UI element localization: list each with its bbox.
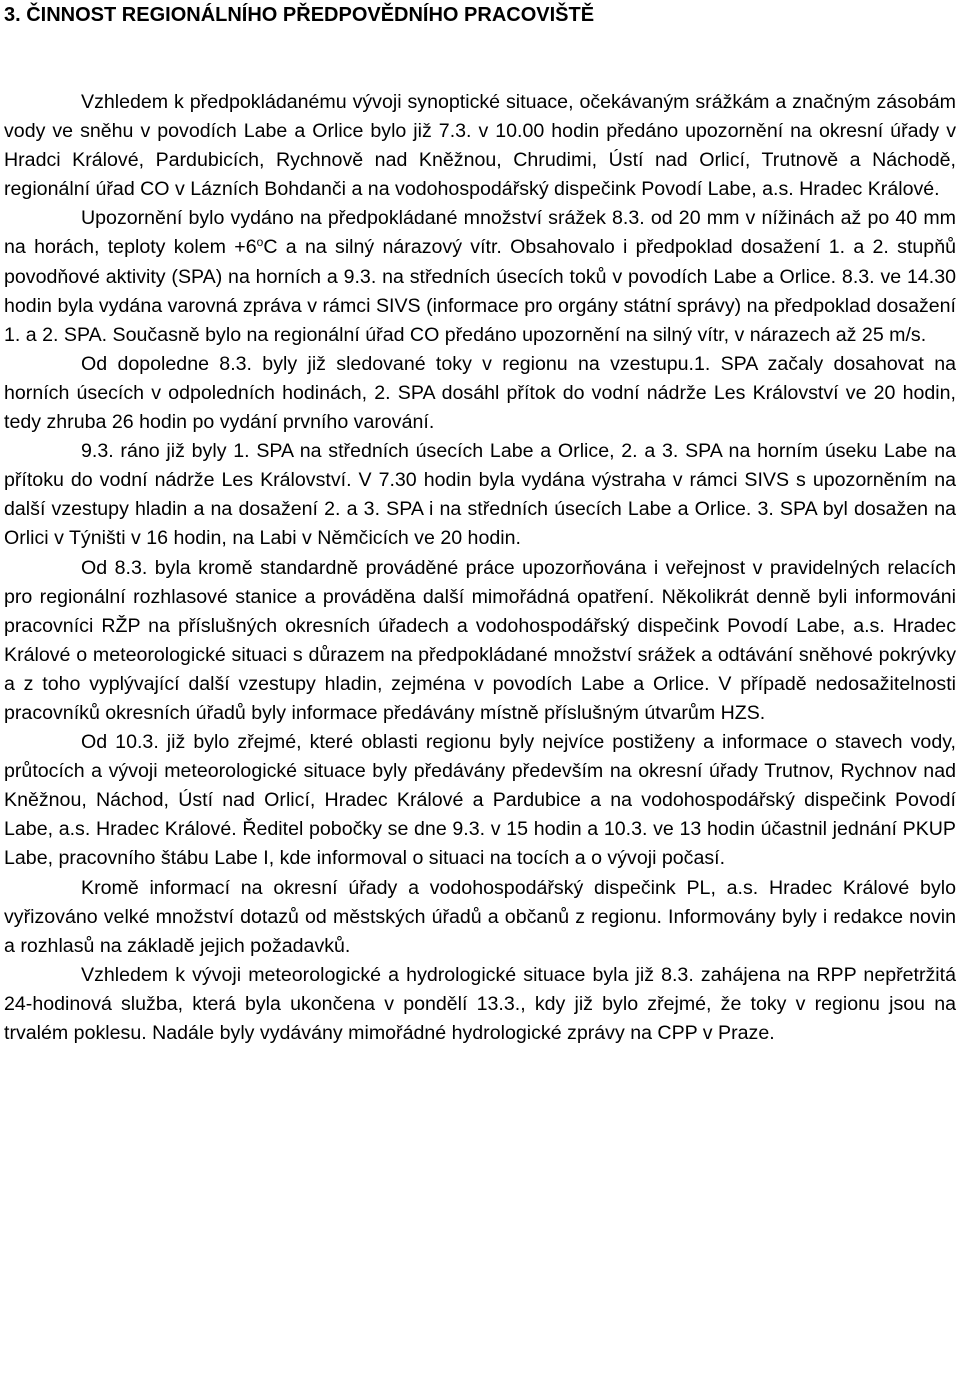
degree-superscript: o — [256, 235, 264, 250]
paragraph-warning-content — [4, 204, 956, 349]
paragraph-continuous-service: Vzhledem k vývoji meteorologické a hydrologické situace byla již 8.3. zahájena na RPP nepřetržitá 24-hodinová služba, která byla ukončena v pondělí 13.3., kdy již bylo zřejmé, že toky v regionu jsou na trvalém poklesu. Nadále byly vydávány mimořádné hydrologické zprávy na CPP v Praze. — [4, 963, 956, 1044]
paragraph-rising-rivers: Od dopoledne 8.3. byly již sledované toky v regionu na vzestupu.1. SPA začaly dosahovat na horních úsecích v odpoledních hodinách, 2. SPA dosáhl přítok do vodní nádrže Les Království ve 20 hodin, tedy zhruba 26 hodin po vydání prvního varování. — [4, 352, 956, 434]
section-heading: 3. ČINNOST REGIONÁLNÍHO PŘEDPOVĚDNÍHO PRACOVIŠTĚ — [4, 4, 595, 26]
paragraph-warning-content-part2: C a na silný nárazový vítr. Obsahovalo i předpoklad dosažení 1. a 2. stupňů povodňové aktivity (SPA) na horních a 9.3. na středních úsecích toků v povodích Labe a Orlice. 8.3. ve 14.30 hodin byla vydána varovná zpráva v rámci SIVS (informace pro orgány státní správy) na předpoklad dosažení 1. a 2. SPA. Současně bylo na regionální úřad CO předáno upozornění na silný vítr, v nárazech až 25 m/s. — [4, 236, 956, 346]
paragraph-affected-regions: Od 10.3. již bylo zřejmé, které oblasti regionu byly nejvíce postiženy a informace o stavech vody, průtocích a vývoji meteorologické situace byly předávány především na okresní úřady Trutnov, Rychnov nad Kněžnou, Náchod, Ústí nad Orlicí, Hradec Králové a Pardubice a na vodohospodářský dispečink Povodí Labe, a.s. Hradec Králové. Ředitel pobočky se dne 9.3. v 15 hodin a 10.3. ve 13 hodin účastnil jednání PKUP Labe, pracovního štábu Labe I, kde informoval o situaci na tocích a o vývoji počasí. — [4, 731, 956, 870]
paragraph-warning-content-part1: Upozornění bylo vydáno na předpokládané množství srážek 8.3. od 20 mm v nížinách až po 40 mm na horách, teploty kolem +6 — [4, 207, 956, 259]
paragraph-warning-issued: Vzhledem k předpokládanému vývoji synoptické situace, očekávaným srážkám a značným zásobám vody ve sněhu v povodích Labe a Orlice bylo již 7.3. v 10.00 hodin předáno upozornění na okresní úřady v Hradci Králové, Pardubicích, Rychnově nad Kněžnou, Chrudimi, Ústí nad Orlicí, Trutnově a Náchodě, regionální úřad CO v Lázních Bohdanči a na vodohospodářský dispečink Povodí Labe, a.s. Hradec Králové. — [4, 91, 956, 201]
paragraph-inquiries: Kromě informací na okresní úřady a vodohospodářský dispečink PL, a.s. Hradec Králové bylo vyřizováno velké množství dotazů od městských úřadů a občanů z regionu. Informovány byly i redakce novin a rozhlasů na základě jejich požadavků. — [4, 876, 956, 957]
paragraph-spa-levels: 9.3. ráno již byly 1. SPA na středních úsecích Labe a Orlice, 2. a 3. SPA na horním úseku Labe na přítoku do vodní nádrže Les Království. V 7.30 hodin byla vydána výstraha v rámci SIVS s upozorněním na další vzestupy hladin a na dosažení 2. a 3. SPA i na středních úsecích Labe a Orlice. 3. SPA byl dosažen na Orlici v Týništi v 16 hodin, na Labi v Němčicích ve 20 hodin. — [4, 440, 956, 550]
paragraph-public-warnings: Od 8.3. byla kromě standardně prováděné práce upozorňována i veřejnost v pravidelných relacích pro regionální rozhlasové stanice a prováděna další mimořádná opatření. Několikrát denně byli informováni pracovníci RŽP na příslušných okresních úřadech a vodohospodářský dispečink Povodí Labe, a.s. Hradec Králové o meteorologické situaci s důrazem na předpokládané množství srážek a odtávání sněhové pokrývky a z toho vyplývající další vzestupy hladin, zejména v povodích Labe a Orlice. V případě nedosažitelnosti pracovníků okresních úřadů byly informace předávány místně příslušným útvarům HZS. — [4, 556, 956, 724]
heading-spacer — [4, 30, 956, 88]
